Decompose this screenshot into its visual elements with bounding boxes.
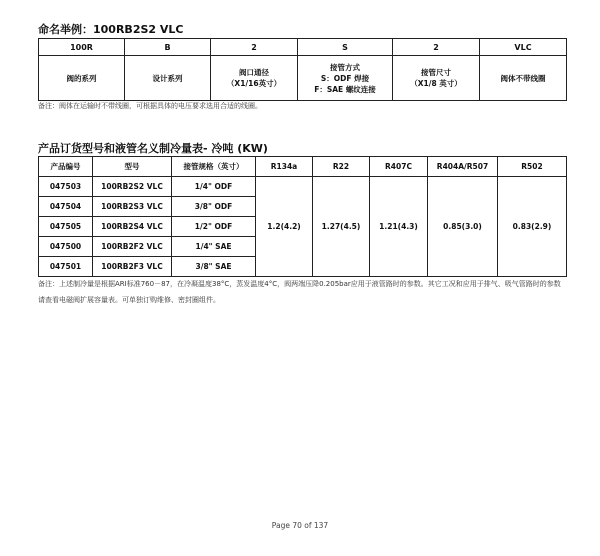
product-no-cell: 047503 bbox=[39, 177, 93, 197]
naming-example-table bbox=[38, 38, 567, 101]
naming-code-cell: B bbox=[125, 39, 211, 56]
connection-cell: 1/2" ODF bbox=[172, 217, 256, 237]
desc-line: 设计系列 bbox=[152, 73, 183, 83]
desc-line: F：SAE 螺纹连接 bbox=[314, 84, 376, 94]
product-no-cell: 047500 bbox=[39, 237, 93, 257]
header-model: 型号 bbox=[93, 157, 172, 177]
page-number: Page 70 of 137 bbox=[271, 521, 329, 530]
naming-desc-cell bbox=[211, 56, 298, 101]
order-capacity-table bbox=[38, 156, 567, 277]
capacity-r404a-r507: 0.85(3.0) bbox=[428, 177, 498, 277]
naming-desc-cell bbox=[125, 56, 211, 101]
header-r404a-r507: R404A/R507 bbox=[428, 157, 498, 177]
desc-line: 阀的系列 bbox=[66, 73, 97, 83]
model-cell: 100RB2S2 VLC bbox=[93, 177, 172, 197]
capacity-r407c: 1.21(4.3) bbox=[370, 177, 428, 277]
header-r134a: R134a bbox=[256, 157, 313, 177]
naming-code-cell: S bbox=[298, 39, 393, 56]
connection-cell: 3/8" ODF bbox=[172, 197, 256, 217]
desc-line: 阀体不带线圈 bbox=[500, 73, 546, 83]
desc-line: （X1/8 英寸） bbox=[410, 79, 462, 88]
product-no-cell: 047504 bbox=[39, 197, 93, 217]
naming-code-cell: 2 bbox=[393, 39, 480, 56]
model-cell: 100RB2F3 VLC bbox=[93, 257, 172, 277]
model-cell: 100RB2S4 VLC bbox=[93, 217, 172, 237]
naming-code-cell: VLC bbox=[480, 39, 567, 56]
capacity-r134a: 1.2(4.2) bbox=[256, 177, 313, 277]
capacity-r502: 0.83(2.9) bbox=[498, 177, 567, 277]
product-no-cell: 047501 bbox=[39, 257, 93, 277]
order-header-row bbox=[39, 157, 567, 177]
connection-cell: 1/4" SAE bbox=[172, 237, 256, 257]
header-r407c: R407C bbox=[370, 157, 428, 177]
header-product-no: 产品编号 bbox=[39, 157, 93, 177]
naming-desc-cell bbox=[298, 56, 393, 101]
naming-note: 备注：阀体在运输时不带线圈，可根据具体的电压要求选用合适的线圈。 bbox=[38, 102, 262, 110]
table-row bbox=[39, 177, 567, 197]
capacity-r22: 1.27(4.5) bbox=[313, 177, 370, 277]
desc-line: （X1/16英寸） bbox=[226, 79, 282, 88]
naming-example-title: 命名举例：100RB2S2 VLC bbox=[38, 23, 184, 36]
naming-desc-cell bbox=[393, 56, 480, 101]
naming-desc-cell bbox=[39, 56, 125, 101]
naming-desc-cell bbox=[480, 56, 567, 101]
model-cell: 100RB2S3 VLC bbox=[93, 197, 172, 217]
product-no-cell: 047505 bbox=[39, 217, 93, 237]
desc-line: 接管方式 bbox=[330, 62, 360, 72]
naming-header-row bbox=[39, 39, 567, 56]
model-cell: 100RB2F2 VLC bbox=[93, 237, 172, 257]
naming-code-cell: 2 bbox=[211, 39, 298, 56]
desc-line: 阀口通径 bbox=[239, 68, 269, 77]
desc-line: 接管尺寸 bbox=[421, 68, 451, 77]
naming-desc-row bbox=[39, 56, 567, 101]
order-note: 备注：上述制冷量是根据ARI标准760－87，在冷凝温度38°C，蒸发温度4°C，阀两端压降0.205bar应用于液管路时的参数。其它工况和应用于排气、吸气管路时的参数请查看电磁阀扩展容量表。可单独订购维修、密封圈组件。 bbox=[38, 280, 561, 304]
header-r502: R502 bbox=[498, 157, 567, 177]
connection-cell: 1/4" ODF bbox=[172, 177, 256, 197]
connection-cell: 3/8" SAE bbox=[172, 257, 256, 277]
desc-line: S：ODF 焊接 bbox=[320, 73, 370, 83]
naming-code-cell: 100R bbox=[39, 39, 125, 56]
order-table-title: 产品订货型号和液管名义制冷量表- 冷吨 (KW) bbox=[38, 142, 268, 155]
header-r22: R22 bbox=[313, 157, 370, 177]
header-connection: 接管规格（英寸） bbox=[172, 157, 256, 177]
